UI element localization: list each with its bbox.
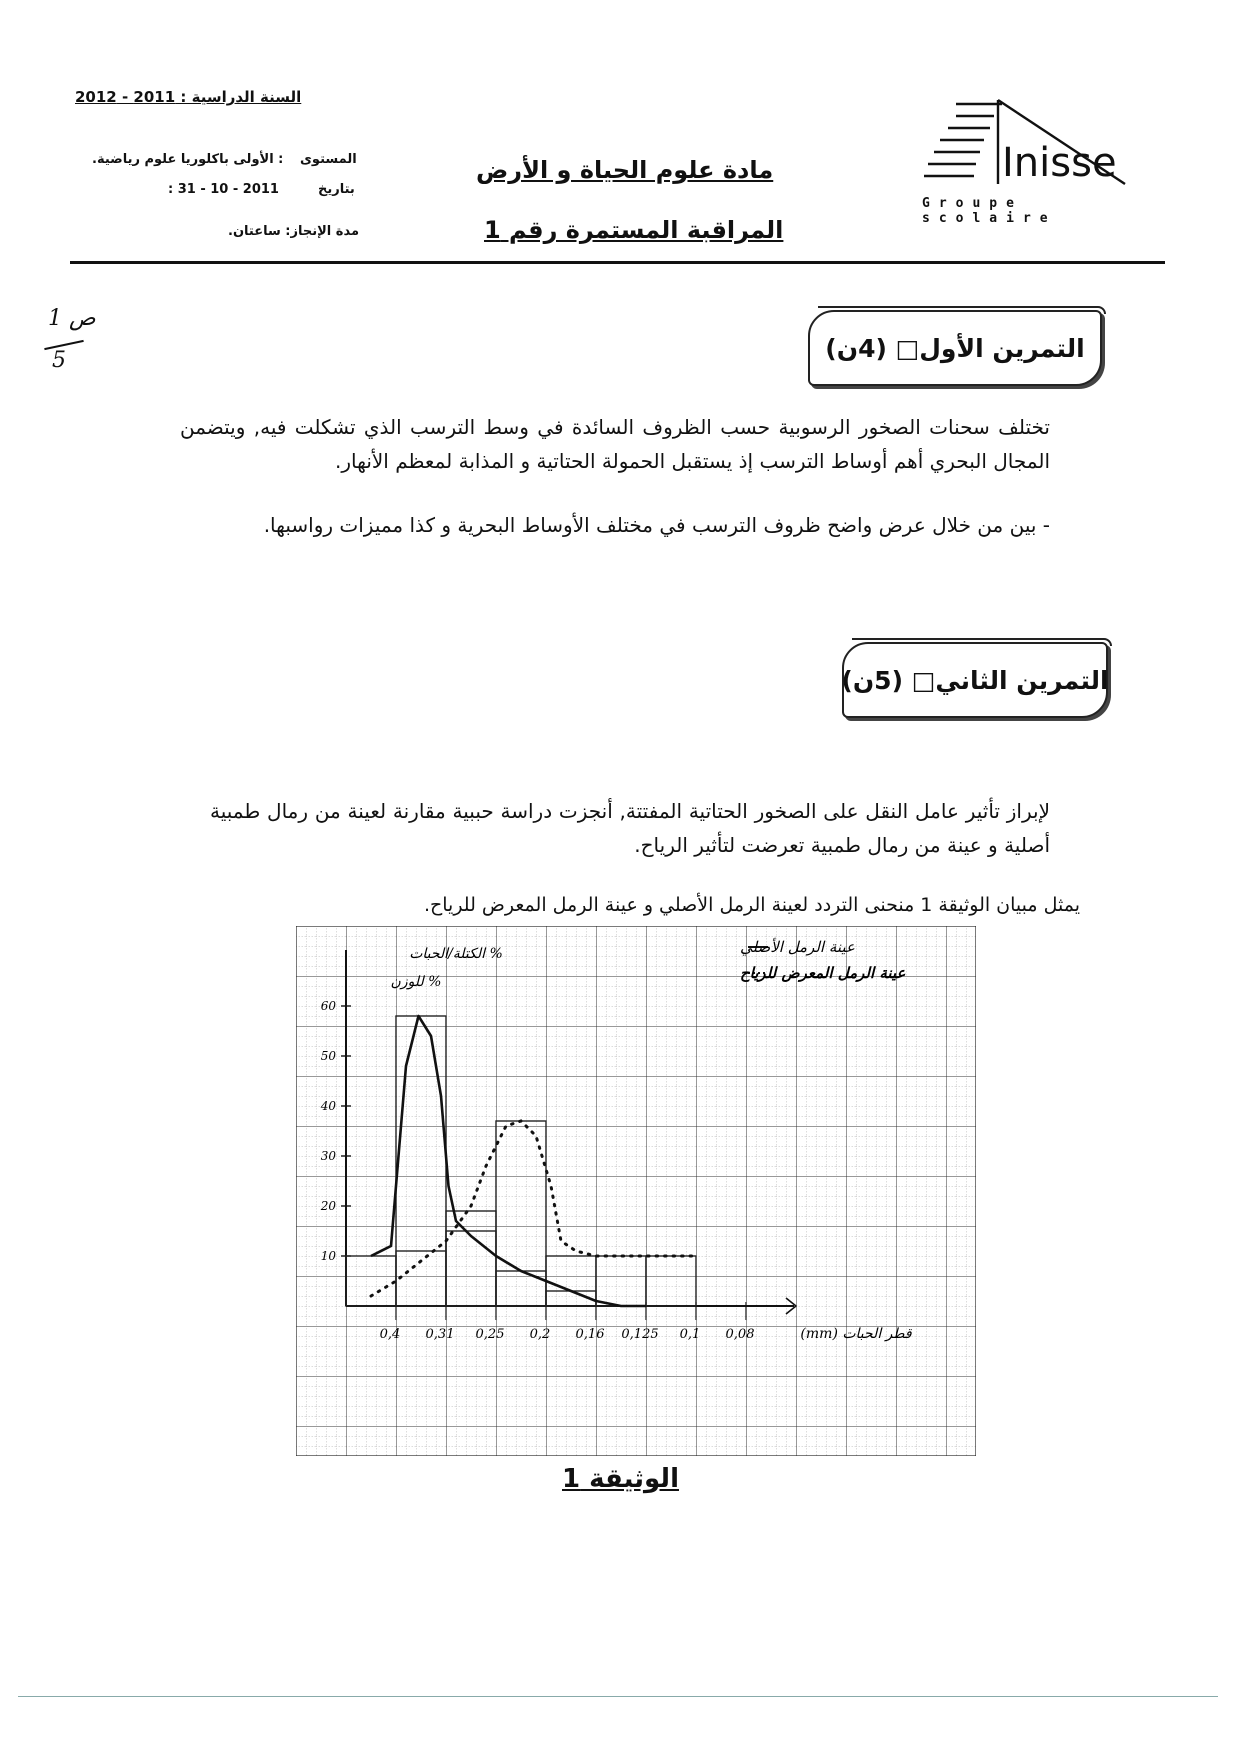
y-axis-label-alt: % الكتلة/الحبات	[409, 946, 503, 962]
school-logo	[920, 96, 1160, 226]
x-tick-label: 0,4	[379, 1327, 401, 1342]
header-divider	[70, 261, 1165, 264]
exercise1-question: - بين من خلال عرض واضح ظروف الترسب في مختلف الأوساط البحرية و كذا مميزات رواسبها.	[263, 513, 1050, 537]
x-tick-label: 0,08	[725, 1327, 755, 1342]
x-tick-label: 0,25	[475, 1327, 505, 1342]
y-tick-label: 20	[320, 1199, 336, 1213]
legend-label: عينة الرمل الأصلي	[740, 938, 855, 956]
exam-title: المراقبة المستمرة رقم 1	[484, 216, 784, 244]
exercise1-title: التمرين الأول□ (4ن)	[808, 310, 1102, 386]
figure-intro: يمثل مبيان الوثيقة 1 منحنى التردد لعينة الرمل الأصلي و عينة الرمل المعرض للرياح.	[423, 894, 1080, 916]
x-tick-label: 0,16	[575, 1327, 605, 1342]
y-tick-label: 50	[320, 1049, 336, 1063]
graph-paper	[296, 926, 976, 1456]
exercise2-title: التمرين الثاني□ (5ن)	[842, 642, 1108, 718]
logo-subtitle: Groupe scolaire	[922, 196, 1057, 226]
date-label: بتاريخ	[318, 182, 355, 197]
legend-label: عينة الرمل المعرض للرياح	[740, 964, 906, 982]
page-mark-total: 5	[52, 348, 66, 373]
page-mark	[40, 306, 100, 386]
frequency-chart	[296, 926, 976, 1456]
document-caption: الوثيقة 1	[562, 1464, 679, 1494]
x-tick-label: 0,2	[529, 1327, 551, 1342]
page-mark-label: ص 1	[48, 306, 96, 331]
y-tick-label: 40	[320, 1099, 336, 1113]
x-tick-label: 0,1	[679, 1327, 701, 1342]
subject-title: مادة علوم الحياة و الأرض	[476, 156, 774, 184]
level-label: المستوى	[300, 152, 357, 167]
x-tick-label: 0,125	[621, 1327, 659, 1342]
exercise1-paragraph: تختلف سحنات الصخور الرسوبية حسب الظروف السائدة في وسط الترسب الذي تشكلت فيه, ويتضمن المجال البحري أهم أوساط الترسب إذ يستقبل الحمولة الحتاتية و المذابة لمعظم الأنهار.	[180, 415, 1050, 473]
level-value: : الأولى باكلوريا علوم رياضية.	[92, 152, 284, 167]
x-tick-label: 0,31	[425, 1327, 455, 1342]
date-value: : 31 - 10 - 2011	[168, 182, 279, 197]
y-tick-label: 10	[320, 1249, 336, 1263]
school-year: السنة الدراسية : 2011 - 2012	[75, 88, 302, 106]
y-axis-label: % للوزن	[390, 974, 442, 990]
x-axis-label: قطر الحبات (mm)	[800, 1326, 912, 1342]
footer-divider	[18, 1696, 1218, 1697]
y-tick-label: 30	[320, 1149, 336, 1163]
y-tick-label: 60	[320, 999, 336, 1013]
logo-name: Inisse	[1002, 140, 1117, 186]
duration: مدة الإنجاز: ساعتان.	[228, 224, 360, 239]
exercise2-paragraph: لإبراز تأثير عامل النقل على الصخور الحتاتية المفتتة, أنجزت دراسة حببية مقارنة لعينة من رمال طمبية أصلية و عينة من رمال طمبية تعرضت لتأثير الرياح.	[210, 799, 1050, 857]
